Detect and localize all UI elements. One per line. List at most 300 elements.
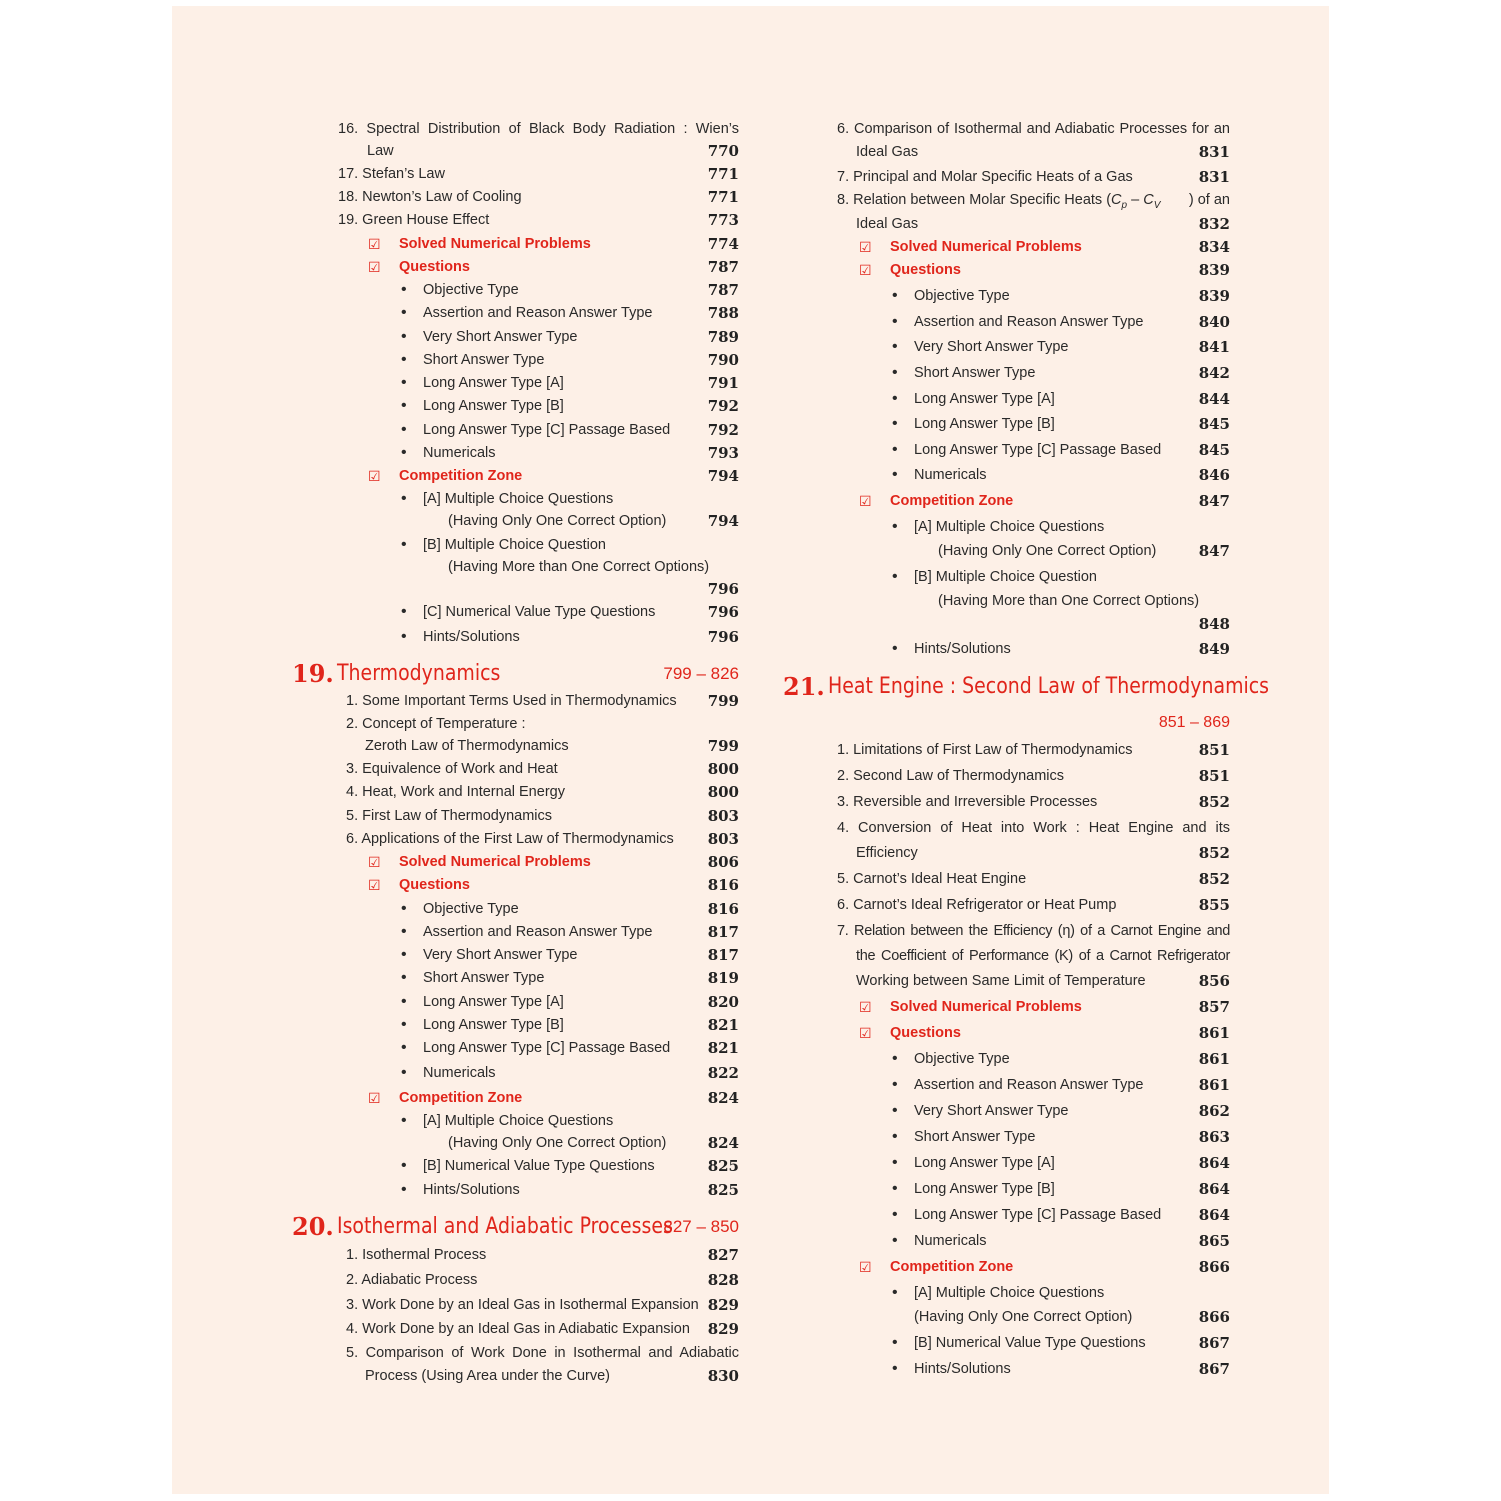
entry-title: (Having Only One Correct Option): [914, 1309, 1133, 1325]
page-number: 831: [1198, 143, 1230, 161]
page-number: 817: [707, 923, 739, 941]
entry-title: Long Answer Type [C] Passage Based: [914, 442, 1162, 458]
toc-entry: [783, 765, 1230, 787]
entry-title: 4. Conversion of Heat into Work : Heat Engine and its: [837, 820, 1230, 836]
checkbox-icon: ☑: [368, 468, 381, 484]
toc-right-column: [783, 0, 1270, 1501]
page-number: 861: [1198, 1050, 1230, 1068]
entry-title: Long Answer Type [B]: [914, 416, 1055, 432]
checkbox-icon: ☑: [859, 1025, 872, 1041]
entry-title: 2. Adiabatic Process: [346, 1272, 478, 1288]
bullet-icon: •: [892, 364, 898, 381]
page-number: 816: [707, 876, 739, 894]
bullet-icon: •: [401, 444, 407, 461]
toc-entry: [783, 566, 1230, 588]
page-number: 800: [707, 783, 739, 801]
chapter-number: 21.: [783, 672, 825, 701]
entry-title: 3. Work Done by an Ideal Gas in Isothermal Expansion: [346, 1297, 699, 1313]
toc-entry: [783, 236, 1230, 258]
bullet-icon: •: [401, 923, 407, 940]
toc-entry: [292, 140, 739, 162]
entry-title: 1. Isothermal Process: [346, 1247, 487, 1263]
page-number: 806: [707, 853, 739, 871]
entry-title: Very Short Answer Type: [914, 339, 1069, 355]
toc-entry: [783, 141, 1230, 163]
entry-title: [B] Numerical Value Type Questions: [914, 1335, 1146, 1351]
page-number: 791: [707, 374, 739, 392]
toc-entry: [292, 1294, 739, 1316]
page-number: 863: [1198, 1128, 1230, 1146]
page-number: 852: [1198, 793, 1230, 811]
entry-title: [A] Multiple Choice Questions: [914, 519, 1105, 535]
entry-title: Objective Type: [423, 901, 519, 917]
chapter-heading: [292, 1210, 739, 1244]
toc-entry: [783, 1230, 1230, 1252]
toc-entry: [783, 945, 1230, 967]
entry-title: Ideal Gas: [856, 144, 919, 160]
page-number: 796: [707, 603, 739, 621]
toc-entry: [783, 638, 1230, 660]
entry-title: Long Answer Type [A]: [423, 375, 564, 391]
entry-title: 2. Second Law of Thermodynamics: [837, 768, 1065, 784]
entry-title: [B] Numerical Value Type Questions: [423, 1158, 655, 1174]
toc-entry: [783, 1048, 1230, 1070]
entry-title: (Having More than One Correct Options): [938, 593, 1200, 609]
entry-title: Long Answer Type [A]: [914, 1155, 1055, 1171]
toc-entry: [292, 967, 739, 989]
bullet-icon: •: [892, 1128, 898, 1145]
toc-entry: [292, 1342, 739, 1364]
toc-entry: [783, 739, 1230, 761]
entry-title: 16. Spectral Distribution of Black Body Radiation : Wien’s: [338, 121, 739, 137]
entry-text: 8. Relation between Molar Specific Heats (: [837, 192, 1112, 208]
page-number: 773: [707, 211, 739, 229]
toc-entry: [783, 388, 1230, 410]
toc-entry: [292, 256, 739, 278]
toc-entry: [292, 1014, 739, 1036]
toc-entry: [292, 1155, 739, 1177]
entry-title: Long Answer Type [B]: [914, 1181, 1055, 1197]
page-number: 834: [1198, 238, 1230, 256]
checkbox-icon: ☑: [859, 239, 872, 255]
page-number: 866: [1198, 1308, 1230, 1326]
toc-entry: [783, 1256, 1230, 1278]
page-number: 771: [707, 165, 739, 183]
toc-entry: [292, 1179, 739, 1201]
entry-title: (Having More than One Correct Options): [448, 559, 710, 575]
page-number: 829: [707, 1320, 739, 1338]
bullet-icon: •: [892, 518, 898, 535]
entry-title: Objective Type: [423, 282, 519, 298]
entry-title: Numericals: [914, 1233, 987, 1249]
toc-entry: [783, 996, 1230, 1018]
checkbox-icon: ☑: [859, 493, 872, 509]
entry-title: Numericals: [914, 467, 987, 483]
toc-entry: [783, 166, 1230, 188]
entry-title: 1. Some Important Terms Used in Thermodynamics: [346, 693, 677, 709]
entry-title: Long Answer Type [C] Passage Based: [423, 422, 671, 438]
toc-entry: [292, 1062, 739, 1084]
chapter-title: Isothermal and Adiabatic Processes: [337, 1214, 673, 1239]
toc-entry: [292, 1318, 739, 1340]
bullet-icon: •: [892, 338, 898, 355]
page-number: 774: [707, 235, 739, 253]
chapter-page-range: 851 – 869: [1158, 714, 1230, 731]
toc-entry: [292, 1087, 739, 1109]
page-number: 861: [1198, 1024, 1230, 1042]
page-number: 852: [1198, 870, 1230, 888]
entry-title: [A] Multiple Choice Questions: [423, 1113, 614, 1129]
page-number: 792: [707, 421, 739, 439]
page-number: 787: [707, 281, 739, 299]
toc-entry: [783, 285, 1230, 307]
toc-entry: [292, 510, 739, 532]
entry-title: 3. Equivalence of Work and Heat: [346, 761, 558, 777]
toc-entry: [783, 1358, 1230, 1380]
bullet-icon: •: [892, 415, 898, 432]
entry-title: 4. Heat, Work and Internal Energy: [346, 784, 565, 800]
page-number: 857: [1198, 998, 1230, 1016]
toc-entry: [783, 712, 1230, 734]
entry-title: Hints/Solutions: [423, 1182, 520, 1198]
page-number: 803: [707, 830, 739, 848]
entry-title: Solved Numerical Problems: [890, 239, 1082, 255]
bullet-icon: •: [892, 1050, 898, 1067]
toc-entry: [783, 213, 1230, 235]
entry-title: Law: [367, 143, 394, 159]
checkbox-icon: ☑: [368, 1090, 381, 1106]
bullet-icon: •: [401, 281, 407, 298]
toc-entry: [292, 690, 739, 712]
bullet-icon: •: [892, 1206, 898, 1223]
page-number: 793: [707, 444, 739, 462]
entry-title: 19. Green House Effect: [338, 212, 490, 228]
entry-title: 4. Work Done by an Ideal Gas in Adiabatic Expansion: [346, 1321, 690, 1337]
entry-title: [C] Numerical Value Type Questions: [423, 604, 656, 620]
entry-title: Questions: [890, 1025, 961, 1041]
page-number: 851: [1198, 741, 1230, 759]
checkbox-icon: ☑: [859, 999, 872, 1015]
entry-title: Assertion and Reason Answer Type: [914, 1077, 1144, 1093]
toc-entry: [292, 713, 739, 735]
checkbox-icon: ☑: [368, 877, 381, 893]
bullet-icon: •: [892, 287, 898, 304]
entry-title: Ideal Gas: [856, 216, 919, 232]
toc-entry: [292, 1244, 739, 1266]
bullet-icon: •: [401, 1016, 407, 1033]
toc-entry: [292, 1365, 739, 1387]
entry-title: Assertion and Reason Answer Type: [423, 305, 653, 321]
chapter-heading: [783, 670, 1270, 704]
bullet-icon: •: [892, 640, 898, 657]
page-number: 771: [707, 188, 739, 206]
page-number: 839: [1198, 287, 1230, 305]
page-number: 846: [1198, 466, 1230, 484]
entry-title: Long Answer Type [A]: [423, 994, 564, 1010]
toc-entry: [292, 442, 739, 464]
bullet-icon: •: [401, 421, 407, 438]
toc-entry: [292, 828, 739, 850]
toc-entry: [783, 613, 1230, 635]
page-number: 820: [707, 993, 739, 1011]
page-number: 817: [707, 946, 739, 964]
page-number: 792: [707, 397, 739, 415]
page-number: 789: [707, 328, 739, 346]
page-number: 831: [1198, 168, 1230, 186]
toc-entry: [292, 991, 739, 1013]
bullet-icon: •: [401, 397, 407, 414]
entry-title: Zeroth Law of Thermodynamics: [365, 738, 569, 754]
toc-entry: [292, 349, 739, 371]
bullet-icon: •: [401, 1181, 407, 1198]
toc-entry: [292, 944, 739, 966]
toc-entry: [292, 601, 739, 623]
chapter-number: 19.: [292, 659, 334, 688]
entry-title: Efficiency: [856, 845, 918, 861]
bullet-icon: •: [892, 441, 898, 458]
entry-title: 6. Comparison of Isothermal and Adiabatic Processes for an: [837, 121, 1230, 137]
entry-title: Short Answer Type: [423, 970, 545, 986]
toc-entry: [292, 302, 739, 324]
toc-entry: [783, 1100, 1230, 1122]
entry-title: Short Answer Type: [914, 365, 1036, 381]
toc-entry: [783, 970, 1230, 992]
bullet-icon: •: [892, 568, 898, 585]
entry-title: Very Short Answer Type: [914, 1103, 1069, 1119]
chapter-title: Thermodynamics: [337, 661, 501, 686]
toc-entry: [292, 372, 739, 394]
toc-entry: [292, 118, 739, 140]
entry-title: Solved Numerical Problems: [399, 854, 591, 870]
page-number: 848: [1198, 615, 1230, 633]
page-number: 825: [707, 1181, 739, 1199]
toc-entry: [292, 233, 739, 255]
page-number: 845: [1198, 441, 1230, 459]
toc-entry: [783, 791, 1230, 813]
entry-text: ) of an: [1188, 192, 1230, 208]
entry-title: Questions: [890, 262, 961, 278]
entry-title: Numericals: [423, 1065, 496, 1081]
bullet-icon: •: [401, 993, 407, 1010]
toc-entry: [783, 516, 1230, 538]
toc-entry: [783, 540, 1230, 562]
chapter-number: 20.: [292, 1212, 334, 1241]
entry-title: Questions: [399, 259, 470, 275]
bullet-icon: •: [892, 1232, 898, 1249]
page-number: 839: [1198, 261, 1230, 279]
page-number: 856: [1198, 972, 1230, 990]
entry-title: (Having Only One Correct Option): [448, 1135, 667, 1151]
entry-title: Short Answer Type: [423, 352, 545, 368]
page-number: 830: [707, 1367, 739, 1385]
entry-title: 5. First Law of Thermodynamics: [346, 808, 553, 824]
entry-title: [B] Multiple Choice Question: [423, 537, 606, 553]
toc-entry: [783, 413, 1230, 435]
toc-entry: [783, 1126, 1230, 1148]
toc-entry: [783, 1152, 1230, 1174]
entry-title: Hints/Solutions: [914, 1361, 1011, 1377]
page-number: 842: [1198, 364, 1230, 382]
bullet-icon: •: [401, 1039, 407, 1056]
toc-entry: [783, 362, 1230, 384]
entry-title: Long Answer Type [C] Passage Based: [914, 1207, 1162, 1223]
page-number: 824: [707, 1134, 739, 1152]
bullet-icon: •: [401, 946, 407, 963]
chapter-heading: [292, 657, 739, 691]
bullet-icon: •: [401, 1157, 407, 1174]
cv-symbol: C: [1143, 192, 1154, 208]
toc-entry: [292, 465, 739, 487]
toc-entry: [783, 894, 1230, 916]
entry-title: 5. Comparison of Work Done in Isothermal and Adiabatic: [346, 1345, 739, 1361]
chapter-title: Heat Engine : Second Law of Thermodynamics: [828, 674, 1270, 699]
page-number: 822: [707, 1064, 739, 1082]
page-number: 799: [707, 692, 739, 710]
bullet-icon: •: [401, 304, 407, 321]
toc-left-column: [292, 0, 739, 1501]
toc-entry: [783, 1204, 1230, 1226]
toc-entry: [783, 842, 1230, 864]
page-number: 794: [707, 512, 739, 530]
page-number: 864: [1198, 1206, 1230, 1224]
toc-entry: [292, 279, 739, 301]
toc-entry: [783, 189, 1230, 211]
entry-title: the Coefficient of Performance (K) of a Carnot Refrigerator: [856, 948, 1230, 964]
page-number: 849: [1198, 640, 1230, 658]
toc-entry: [292, 534, 739, 556]
toc-entry: [783, 920, 1230, 942]
bullet-icon: •: [892, 1076, 898, 1093]
toc-entry: [783, 1306, 1230, 1328]
toc-entry: [783, 259, 1230, 281]
toc-entry: [292, 781, 739, 803]
toc-entry: [783, 1178, 1230, 1200]
toc-entry: [783, 868, 1230, 890]
toc-entry: [292, 758, 739, 780]
page-number: 799: [707, 737, 739, 755]
entry-title: 18. Newton’s Law of Cooling: [338, 189, 522, 205]
toc-entry: [783, 118, 1230, 140]
page-number: 800: [707, 760, 739, 778]
toc-entry: [292, 1110, 739, 1132]
toc-entry: [783, 817, 1230, 839]
bullet-icon: •: [892, 390, 898, 407]
page-number: 864: [1198, 1180, 1230, 1198]
bullet-icon: •: [401, 969, 407, 986]
page-number: 821: [707, 1016, 739, 1034]
entry-title: Solved Numerical Problems: [399, 236, 591, 252]
page-number: 852: [1198, 844, 1230, 862]
entry-title: 17. Stefan’s Law: [338, 166, 445, 182]
toc-entry: [292, 556, 739, 578]
entry-title: Long Answer Type [B]: [423, 1017, 564, 1033]
toc-entry: [783, 490, 1230, 512]
entry-title: Assertion and Reason Answer Type: [423, 924, 653, 940]
toc-entry: [292, 1269, 739, 1291]
bullet-icon: •: [401, 900, 407, 917]
entry-title: Objective Type: [914, 288, 1010, 304]
page-number: 844: [1198, 390, 1230, 408]
bullet-icon: •: [892, 466, 898, 483]
toc-entry: [292, 805, 739, 827]
toc-entry: [783, 336, 1230, 358]
entry-title: Competition Zone: [890, 493, 1014, 509]
bullet-icon: •: [892, 1284, 898, 1301]
page-number: 825: [707, 1157, 739, 1175]
chapter-page-range: 799 – 826: [663, 664, 739, 683]
page-number: 796: [707, 580, 739, 598]
page-number: 840: [1198, 313, 1230, 331]
entry-title: Long Answer Type [B]: [423, 398, 564, 414]
entry-title: 1. Limitations of First Law of Thermodynamics: [837, 742, 1133, 758]
page-number: 796: [707, 628, 739, 646]
subscript-p: p: [1121, 199, 1128, 211]
minus-sign: –: [1127, 192, 1144, 208]
bullet-icon: •: [892, 1180, 898, 1197]
bullet-icon: •: [401, 374, 407, 391]
page-number: 790: [707, 351, 739, 369]
toc-entry: [783, 1022, 1230, 1044]
toc-entry: [292, 1037, 739, 1059]
entry-title: Long Answer Type [C] Passage Based: [423, 1040, 671, 1056]
entry-title: [B] Multiple Choice Question: [914, 569, 1097, 585]
entry-title: 3. Reversible and Irreversible Processes: [837, 794, 1098, 810]
entry-title: Very Short Answer Type: [423, 947, 578, 963]
page-number: 861: [1198, 1076, 1230, 1094]
toc-entry: [783, 1074, 1230, 1096]
bullet-icon: •: [892, 313, 898, 330]
toc-entry: [292, 186, 739, 208]
entry-title: 6. Carnot’s Ideal Refrigerator or Heat Pump: [837, 897, 1117, 913]
entry-title: Assertion and Reason Answer Type: [914, 314, 1144, 330]
entry-title: Numericals: [423, 445, 496, 461]
checkbox-icon: ☑: [368, 259, 381, 275]
chapter-page-range: 827 – 850: [663, 1217, 739, 1236]
page-number: 865: [1198, 1232, 1230, 1250]
page-number: 832: [1198, 215, 1230, 233]
page-number: 847: [1198, 492, 1230, 510]
toc-entry: [292, 578, 739, 600]
bullet-icon: •: [401, 603, 407, 620]
toc-entry: [783, 1282, 1230, 1304]
entry-title: 6. Applications of the First Law of Thermodynamics: [346, 831, 674, 847]
entry-title: 5. Carnot’s Ideal Heat Engine: [837, 871, 1027, 887]
entry-title: Questions: [399, 877, 470, 893]
checkbox-icon: ☑: [859, 1259, 872, 1275]
page-number: 787: [707, 258, 739, 276]
entry-title: Competition Zone: [399, 1090, 523, 1106]
toc-entry: [783, 311, 1230, 333]
page-number: 841: [1198, 338, 1230, 356]
toc-entry: [292, 735, 739, 757]
bullet-icon: •: [401, 351, 407, 368]
toc-entry: [783, 590, 1230, 612]
subscript-v: V: [1153, 199, 1161, 211]
toc-entry: [292, 326, 739, 348]
toc-entry: [292, 395, 739, 417]
entry-title: Process (Using Area under the Curve): [365, 1368, 610, 1384]
page-number: 845: [1198, 415, 1230, 433]
checkbox-icon: ☑: [859, 262, 872, 278]
entry-title: Objective Type: [914, 1051, 1010, 1067]
checkbox-icon: ☑: [368, 854, 381, 870]
entry-title: 2. Concept of Temperature :: [346, 716, 526, 732]
bullet-icon: •: [401, 490, 407, 507]
toc-entry: [783, 1332, 1230, 1354]
entry-title: (Having Only One Correct Option): [938, 543, 1157, 559]
toc-entry: [292, 851, 739, 873]
entry-title: 7. Principal and Molar Specific Heats of a Gas: [837, 169, 1133, 185]
